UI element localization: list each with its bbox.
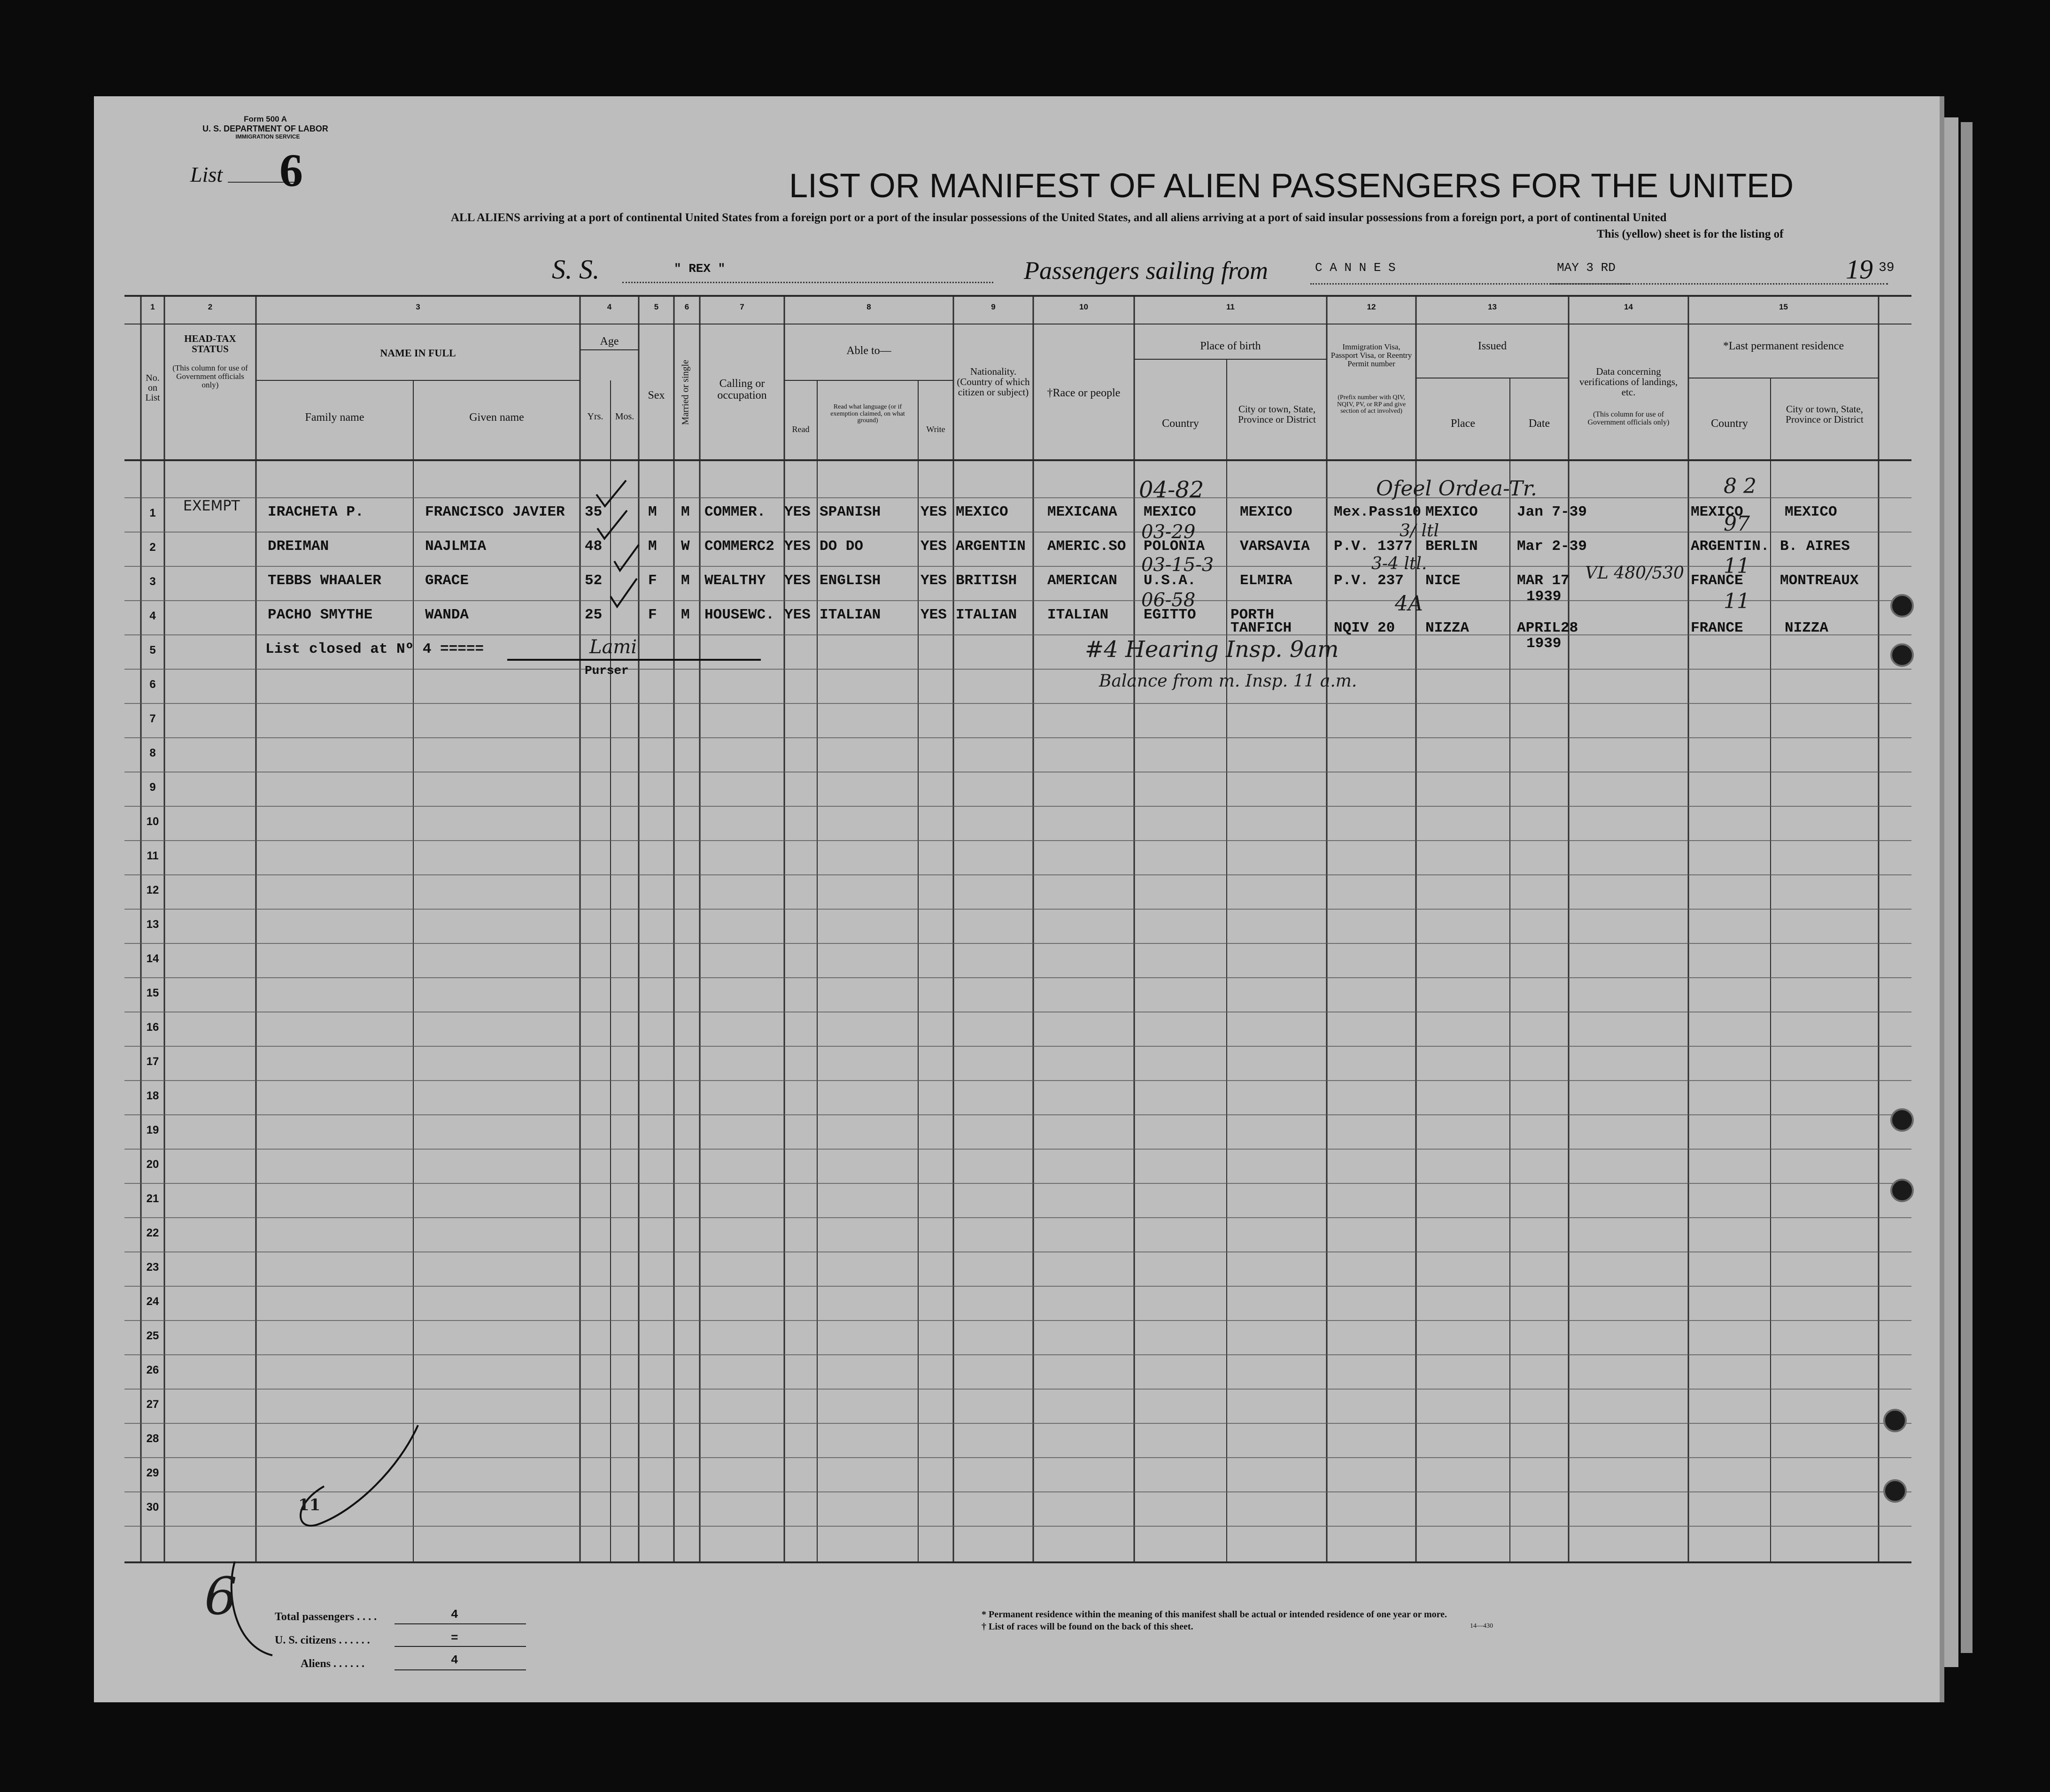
row-number: 15 [146,987,159,999]
passenger-3-issued-place: NICE [1425,572,1461,589]
port-name: C A N N E S [1315,261,1396,275]
passenger-3-race: AMERICAN [1047,572,1117,589]
form-number: Form 500 A [244,115,287,124]
col-number: 4 [607,302,612,311]
header-res-country: Country [1711,417,1748,430]
page-edge [1944,117,1958,1667]
handwritten-code-2: 03-29 [1141,521,1196,543]
col-number: 15 [1779,302,1788,311]
passenger-4-write: YES [921,607,947,623]
col-number: 12 [1367,302,1376,311]
head-tax-stamp: EXEMPT [183,498,240,514]
aliens-line [395,1669,526,1670]
passenger-4-issued-date: APRIL28 [1517,620,1578,636]
row-number: 23 [146,1261,159,1274]
list-closed-line: List closed at Nº 4 ===== [265,641,484,657]
header-res-city: City or town, State, Province or District [1786,403,1864,425]
passenger-1-visa: Mex.Pass10 [1334,504,1422,520]
service: IMMIGRATION SERVICE [235,133,300,140]
passenger-1-family-name: IRACHETA P. [268,504,364,520]
passenger-4-race: ITALIAN [1047,607,1109,623]
header-race: †Race or people [1047,387,1121,399]
list-number: 6 [279,144,303,196]
handwritten-residence-2: 97 [1724,512,1750,536]
us-citizens-label: U. S. citizens . . . . . . [275,1634,370,1646]
manifest-subtitle: ALL ALIENS arriving at a port of continental United States from a foreign port or a port of the insular possessions of the United States, and all aliens arriving at a port of said insular possessions from a foreign port, a port of continental United [451,211,1667,224]
row-number: 10 [146,815,159,828]
col-number: 7 [740,302,744,311]
passenger-2-age: 48 [585,538,603,555]
row-number: 3 [149,575,156,588]
passenger-2-race: AMERIC.SO [1047,538,1126,555]
passenger-1-birth-city: MEXICO [1240,504,1292,520]
manifest-sheet [94,96,1944,1702]
col-number: 13 [1488,302,1497,311]
passenger-3-nationality: BRITISH [956,572,1017,589]
list-label: List [190,162,223,186]
form-code: 14—430 [1470,1622,1493,1630]
passenger-4-issued-place: NIZZA [1425,620,1470,636]
passenger-3-birth-city: ELMIRA [1240,572,1292,589]
passenger-2-occupation: COMMERC2 [704,538,774,555]
binder-hole [1883,1409,1907,1432]
header-birth-city: City or town, State, Province or District [1238,403,1316,425]
passenger-4-visa: NQIV 20 [1334,620,1395,636]
row-number: 1 [149,507,156,519]
manifest-subtitle-2: This (yellow) sheet is for the listing of [1597,228,1784,240]
row-number: 22 [146,1227,159,1239]
passenger-3-write: YES [921,572,947,589]
header-sex: Sex [648,389,665,402]
col-number: 11 [1226,302,1235,311]
col-number: 6 [684,302,689,311]
passenger-1-res-city: MEXICO [1785,504,1837,520]
passenger-1-married: M [681,504,690,520]
handwritten-code-1: 04-82 [1139,477,1204,503]
passenger-3-sex: F [648,572,657,589]
row-number: 20 [146,1158,159,1171]
passenger-1-write: YES [921,504,947,520]
passenger-4-res-country: FRANCE [1691,620,1743,636]
row-number: 8 [149,747,156,759]
row-number: 4 [149,610,156,622]
table-grid [94,96,1940,1702]
footnote-races: † List of races will be found on the back of this sheet. [982,1622,1193,1632]
handwritten-count-mark: 11 [298,1496,321,1514]
passenger-4-married: M [681,607,690,623]
header-calling: Calling or occupation [717,378,767,402]
passenger-2-res-city: B. AIRES [1780,538,1850,555]
col-number: 2 [208,302,213,311]
passenger-3-issued-year: 1939 [1526,588,1562,605]
ship-name: " REX " [674,262,726,276]
passenger-2-birth-city: VARSAVIA [1240,538,1310,555]
passenger-1-nationality: MEXICO [956,504,1008,520]
header-read: Read [792,425,810,434]
row-number: 26 [146,1364,159,1376]
header-able-to: Able to— [846,345,891,357]
passenger-3-res-city: MONTREAUX [1780,572,1859,589]
row-number: 6 [149,678,156,691]
passenger-2-birth-country: POLONIA [1144,538,1205,555]
total-passengers-value: 4 [451,1607,458,1622]
passenger-2-visa: P.V. 1377 [1334,538,1413,555]
purser-label: Purser [585,664,629,678]
row-number: 24 [146,1295,159,1308]
passenger-3-birth-country: U.S.A. [1144,572,1196,589]
row-number: 27 [146,1398,159,1411]
passenger-1-given-name: FRANCISCO JAVIER [425,504,565,520]
header-head-tax: HEAD-TAX STATUS [184,333,236,355]
col-number: 10 [1079,302,1088,311]
col-number: 9 [991,302,996,311]
passenger-3-visa: P.V. 237 [1334,572,1404,589]
binder-hole [1890,1108,1914,1132]
row-number: 21 [146,1192,159,1205]
passenger-2-sex: M [648,538,657,555]
handwritten-hearing-note: #4 Hearing Insp. 9am [1085,636,1339,663]
header-data-concerning: Data concerning verifications of landings, etc. [1579,366,1678,398]
passenger-4-res-city: NIZZA [1785,620,1829,636]
handwritten-balance-note: Balance from m. Insp. 11 a.m. [1099,672,1357,691]
row-number: 14 [146,952,159,965]
row-number: 18 [146,1089,159,1102]
sailing-date: MAY 3 RD [1557,261,1616,275]
manifest-title: LIST OR MANIFEST OF ALIEN PASSENGERS FOR THE UNITED [789,167,1794,205]
passenger-1-birth-country: MEXICO [1144,504,1196,520]
header-visa: Immigration Visa, Passport Visa, or Reentry Permit number [1331,342,1412,368]
row-number: 2 [149,541,156,554]
passenger-2-nationality: ARGENTIN [956,538,1026,555]
col-number: 1 [150,302,155,311]
passenger-4-given-name: WANDA [425,607,469,623]
handwritten-code-3: 03-15-3 [1141,554,1214,576]
passenger-2-res-country: ARGENTIN. [1691,538,1770,555]
passenger-2-issued-date: Mar 2-39 [1517,538,1587,555]
header-write: Write [926,425,945,434]
row-number: 28 [146,1432,159,1445]
header-head-tax-note: (This column for use of Government officials only) [172,363,248,389]
handwritten-residence-3: 11 [1724,554,1750,578]
passenger-3-read: YES [784,572,811,589]
row-number: 17 [146,1055,159,1068]
handwritten-note-2: 3/ ltl [1400,521,1439,541]
header-place-of-birth: Place of birth [1200,340,1261,352]
header-birth-country: Country [1162,417,1199,430]
passenger-4-language: ITALIAN [820,607,881,623]
passenger-3-language: ENGLISH [820,572,881,589]
year-prefix: 19 [1846,254,1873,285]
header-issued-date: Date [1528,417,1550,430]
passenger-4-nationality: ITALIAN [956,607,1017,623]
passenger-4-birth-city: PORTH [1230,607,1275,623]
handwritten-residence-4: 11 [1724,589,1750,613]
sailing-label: Passengers sailing from [1024,256,1269,285]
passenger-1-res-country: MEXICO [1691,504,1743,520]
passenger-2-language: DO DO [820,538,864,555]
ss-label: S. S. [552,254,600,285]
binder-hole [1890,594,1914,618]
passenger-4-family-name: PACHO SMYTHE [268,607,373,623]
passenger-3-issued-date: MAR 17 [1517,572,1570,589]
passenger-1-sex: M [648,504,657,520]
us-citizens-value: = [451,1631,458,1645]
binder-hole [1890,643,1914,667]
aliens-label: Aliens . . . . . . [301,1658,365,1670]
col-number: 3 [416,302,420,311]
header-nationality: Nationality. (Country of which citizen or subject) [957,366,1030,398]
passenger-4-birth-city-2: TANFICH [1230,620,1292,636]
passenger-1-language: SPANISH [820,504,881,520]
row-number: 9 [149,781,156,794]
row-number: 25 [146,1329,159,1342]
purser-signature: Lami [589,636,637,658]
passenger-1-issued-place: MEXICO [1425,504,1478,520]
header-age: Age [600,335,619,348]
header-name-in-full: NAME IN FULL [380,347,456,359]
col-number: 14 [1624,302,1633,311]
page-edge-back [1961,122,1973,1653]
passenger-4-issued-year: 1939 [1526,635,1562,652]
passenger-1-issued-date: Jan 7-39 [1517,504,1587,520]
handwritten-margin-mark: 6 [204,1566,237,1626]
binder-hole [1883,1479,1907,1503]
passenger-3-family-name: TEBBS WHAALER [268,572,381,589]
header-family-name: Family name [305,411,364,424]
handwritten-note-4: 4A [1395,592,1423,616]
passenger-1-read: YES [784,504,811,520]
aliens-value: 4 [451,1653,458,1667]
row-number: 16 [146,1021,159,1034]
header-read-language: Read what language (or if exemption claimed, on what ground) [830,403,905,425]
passenger-1-race: MEXICANA [1047,504,1117,520]
passenger-3-occupation: WEALTHY [704,572,766,589]
passenger-2-write: YES [921,538,947,555]
header-given-name: Given name [469,411,524,424]
handwritten-code-4: 06-58 [1141,589,1196,611]
passenger-2-family-name: DREIMAN [268,538,329,555]
binder-hole [1890,1179,1914,1202]
handwritten-verification: VL 480/530 [1585,564,1684,583]
row-number: 11 [147,850,159,862]
passenger-4-read: YES [784,607,811,623]
passenger-4-occupation: HOUSEWC. [704,607,774,623]
passenger-4-sex: F [648,607,657,623]
handwritten-residence-1: 8 2 [1724,474,1756,498]
citizens-line [395,1646,526,1647]
passenger-3-age: 52 [585,572,603,589]
row-number: 12 [146,884,159,896]
department: U. S. DEPARTMENT OF LABOR [202,124,328,133]
header-last-residence: *Last permanent residence [1723,340,1844,352]
total-passengers-label: Total passengers . . . . [275,1611,377,1623]
header-issued-place: Place [1451,417,1475,430]
row-number: 30 [146,1501,159,1514]
header-visa-note: (Prefix number with QIV, NQIV, PV, or RP and give section of act involved) [1337,394,1406,415]
row-number: 13 [146,918,159,931]
passenger-3-res-country: FRANCE [1691,572,1743,589]
header-yrs: Yrs. [587,411,603,422]
passenger-4-birth-country: EGITTO [1144,607,1196,623]
passenger-2-given-name: NAJLMIA [425,538,487,555]
row-number: 7 [149,712,156,725]
passenger-3-married: M [681,572,690,589]
footnote-residence: * Permanent residence within the meaning of this manifest shall be actual or intended residence of one year or more. [982,1609,1447,1620]
col-number: 8 [866,302,871,311]
passenger-1-occupation: COMMER. [704,504,766,520]
header-issued: Issued [1478,340,1507,352]
header-no-on-list: No. on List [145,373,160,403]
row-number: 5 [149,644,156,657]
header-married: Married or single [680,360,691,425]
row-number: 19 [146,1124,159,1136]
total-line [395,1623,526,1624]
handwritten-note-3: 3-4 ltl. [1371,554,1427,573]
passenger-4-age: 25 [585,607,603,623]
year-suffix: 39 [1879,261,1895,275]
passenger-2-issued-place: BERLIN [1425,538,1478,555]
header-mos: Mos. [615,411,634,422]
passenger-3-given-name: GRACE [425,572,469,589]
header-data-note: (This column for use of Government officials only) [1587,410,1670,426]
passenger-1-age: 35 [585,504,603,520]
col-number: 5 [654,302,659,311]
passenger-2-read: YES [784,538,811,555]
row-number: 29 [146,1467,159,1479]
handwritten-note-1: Ofeel Ordea-Tr. [1376,477,1537,501]
passenger-2-married: W [681,538,690,555]
